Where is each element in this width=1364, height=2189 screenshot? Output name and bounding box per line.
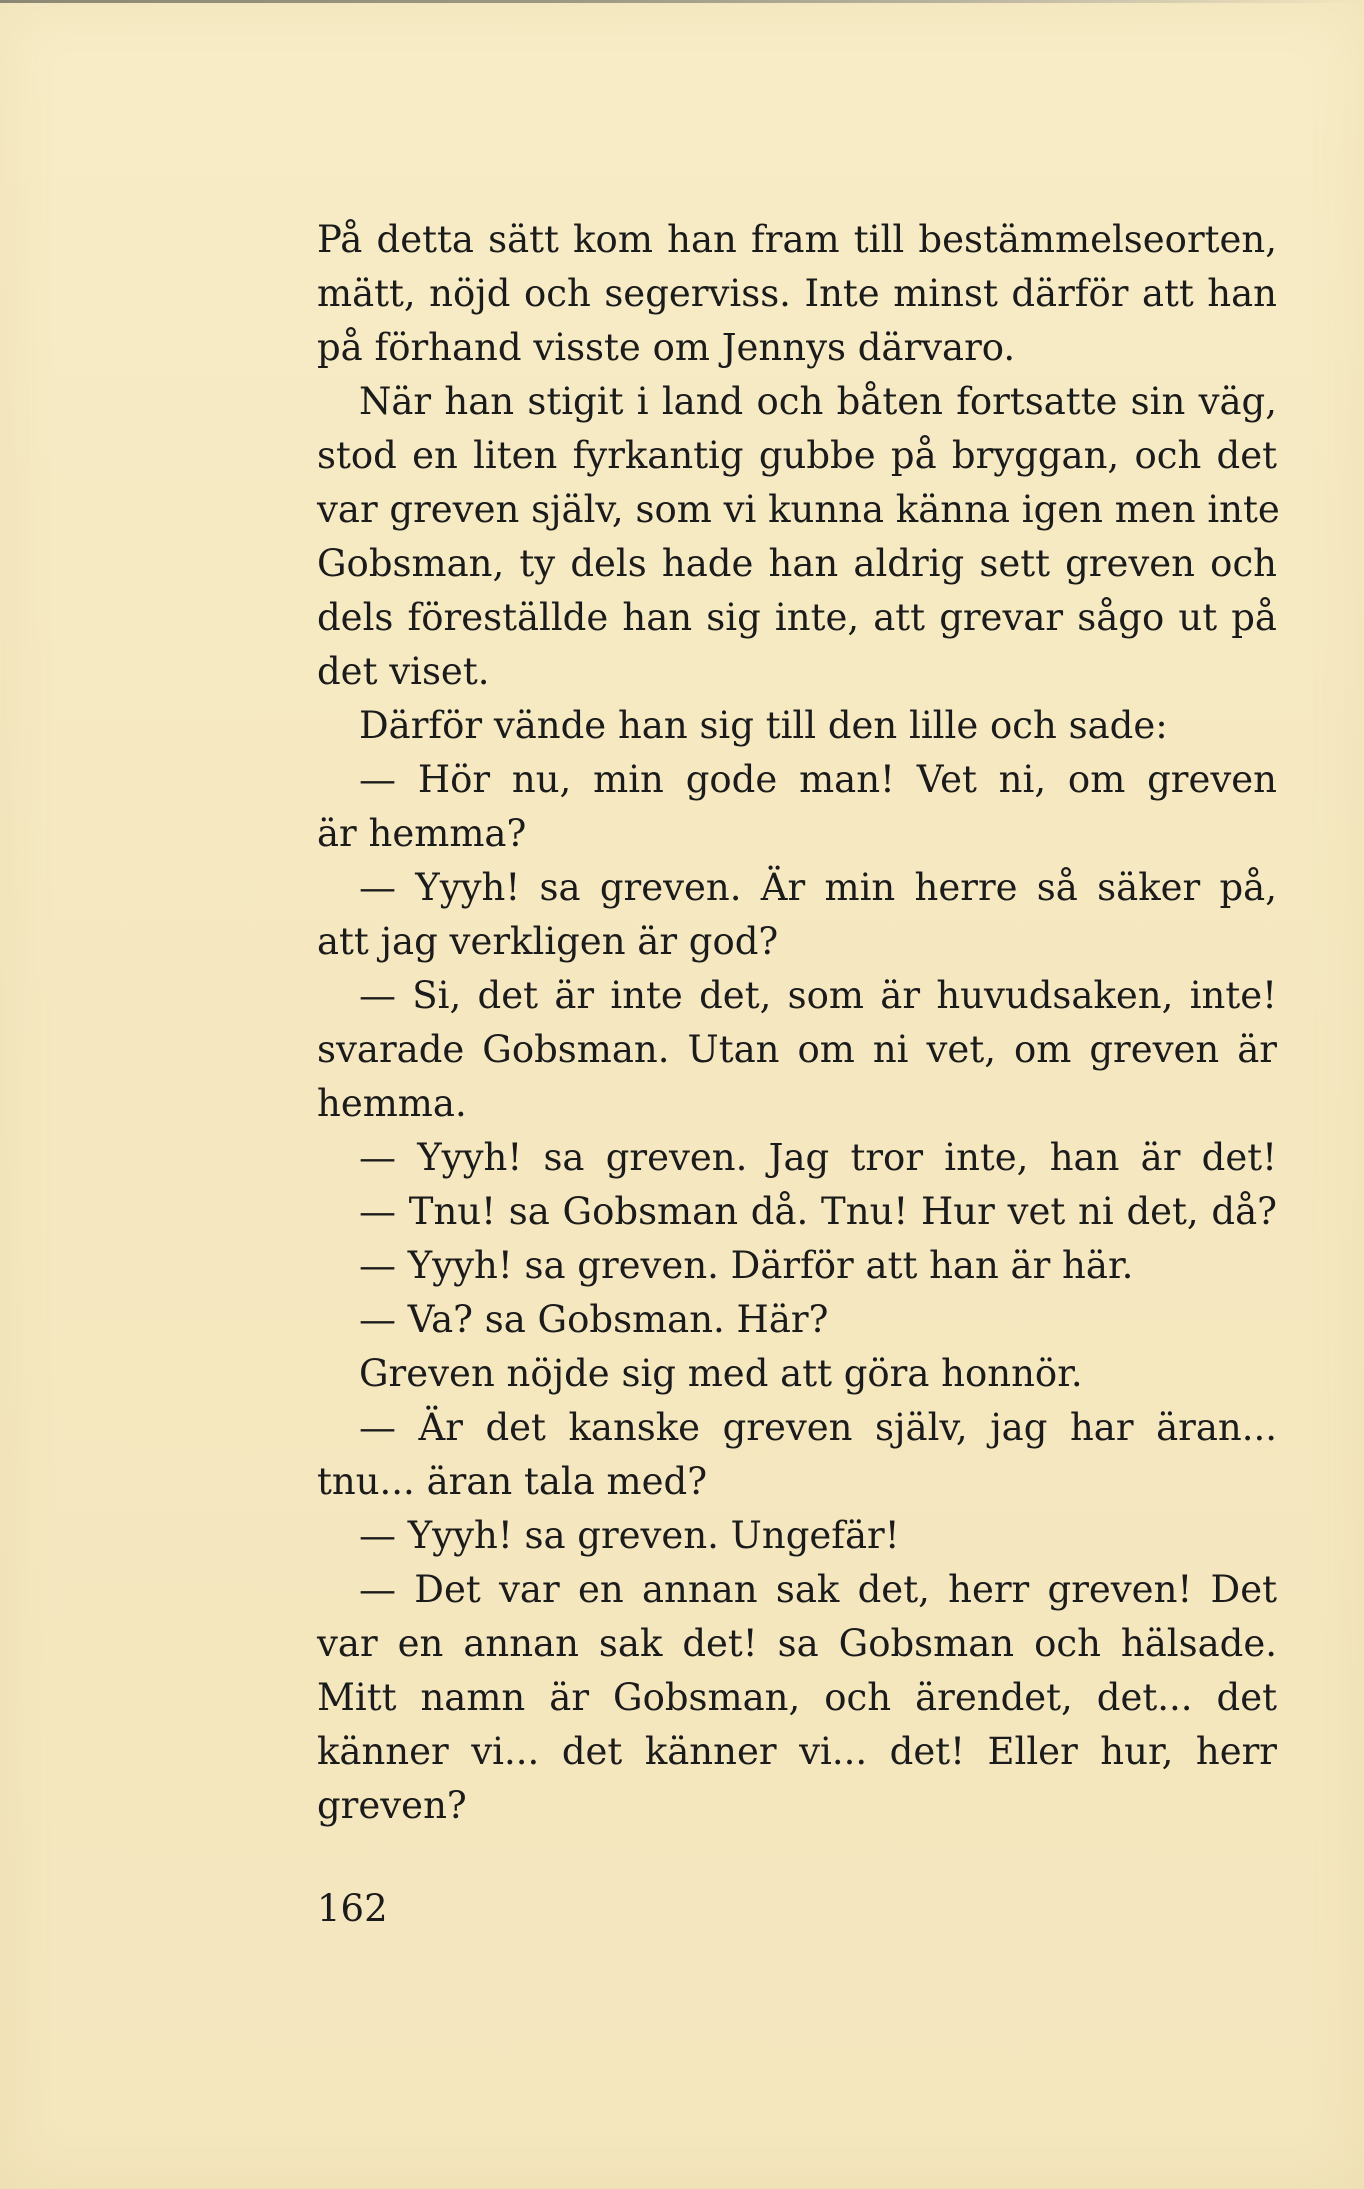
text-line: var en annan sak det! sa Gobsman och hälsade. (317, 1622, 1277, 1665)
text-line: dels föreställde han sig inte, att grevar sågo ut på (317, 596, 1277, 639)
text-line: på förhand visste om Jennys därvaro. (317, 326, 1016, 369)
text-line: känner vi... det känner vi... det! Eller hur, herr (317, 1730, 1277, 1773)
text-line: — Yyyh! sa greven. Ungefär! (359, 1514, 900, 1557)
text-line: hemma. (317, 1082, 467, 1125)
text-line: — Si, det är inte det, som är huvudsaken, inte! (359, 974, 1277, 1017)
text-line: Gobsman, ty dels hade han aldrig sett greven och (317, 542, 1277, 585)
text-line: är hemma? (317, 812, 527, 855)
text-line: — Det var en annan sak det, herr greven! Det (359, 1568, 1277, 1611)
text-line: Därför vände han sig till den lille och sade: (359, 704, 1168, 747)
text-line: — Yyyh! sa greven. Därför att han är här. (359, 1244, 1134, 1287)
text-line: — Tnu! sa Gobsman då. Tnu! Hur vet ni det, då? (359, 1190, 1277, 1233)
page-top-edge (0, 0, 1364, 3)
text-line: var greven själv, som vi kunna känna igen men inte (317, 488, 1280, 531)
text-line: att jag verkligen är god? (317, 920, 779, 963)
text-line: — Va? sa Gobsman. Här? (359, 1298, 829, 1341)
text-line: På detta sätt kom han fram till bestämmelseorten, (317, 218, 1277, 261)
text-line: — Yyyh! sa greven. Jag tror inte, han är det! (359, 1136, 1277, 1179)
text-line: det viset. (317, 650, 490, 693)
page-number: 162 (317, 1887, 388, 1930)
text-line: greven? (317, 1784, 467, 1827)
text-line: svarade Gobsman. Utan om ni vet, om greven är (317, 1028, 1277, 1071)
text-line: stod en liten fyrkantig gubbe på bryggan, och det (317, 434, 1277, 477)
text-line: — Hör nu, min gode man! Vet ni, om greven (359, 758, 1277, 801)
text-line: mätt, nöjd och segerviss. Inte minst därför att han (317, 272, 1277, 315)
text-line: Greven nöjde sig med att göra honnör. (359, 1352, 1083, 1395)
text-line: Mitt namn är Gobsman, och ärendet, det... det (317, 1676, 1277, 1719)
text-line: — Yyyh! sa greven. Är min herre så säker på, (359, 866, 1277, 909)
text-line: — Är det kanske greven själv, jag har äran... (359, 1406, 1277, 1449)
text-line: När han stigit i land och båten fortsatte sin väg, (359, 380, 1277, 423)
text-line: tnu... äran tala med? (317, 1460, 708, 1503)
